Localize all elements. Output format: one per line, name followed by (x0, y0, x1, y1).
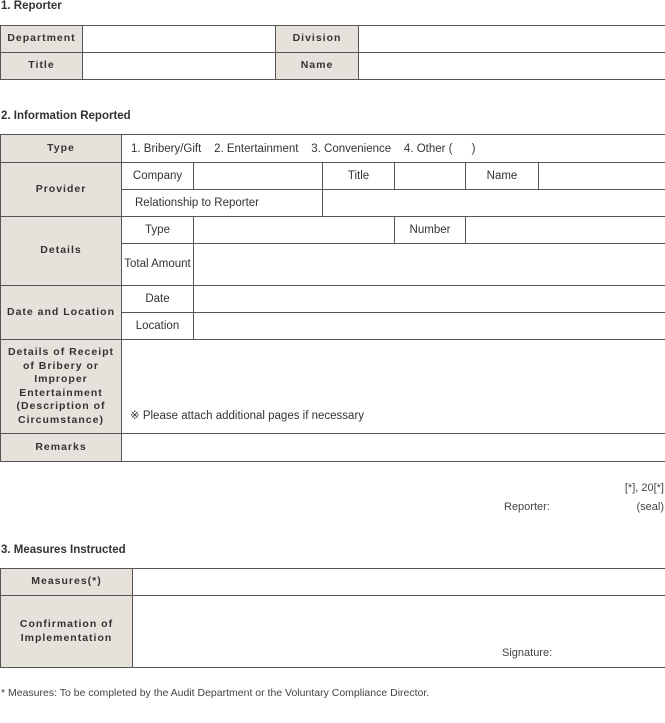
attach-note: ※ Please attach additional pages if necessary (130, 410, 365, 422)
name-field[interactable] (359, 53, 665, 80)
section-1-title: 1. Reporter (1, 0, 62, 12)
receipt-details-field[interactable] (122, 340, 665, 434)
date-label: Date (122, 286, 194, 313)
number-label: Number (395, 217, 466, 244)
receipt-details-label: Details of Receipt of Bribery or Improper Entertainment (Description of Circumstance) (1, 340, 122, 434)
footnote: * Measures: To be completed by the Audit Department or the Voluntary Compliance Director. (1, 687, 430, 699)
company-label: Company (122, 163, 194, 190)
relationship-label: Relationship to Reporter (122, 190, 323, 217)
type-label: Type (1, 135, 122, 163)
date-location-label: Date and Location (1, 286, 122, 340)
dateline: [*], 20[*] (624, 482, 664, 494)
signature-label: Signature: (502, 647, 553, 659)
remarks-field[interactable] (122, 434, 665, 462)
division-field[interactable] (359, 26, 665, 53)
details-type-label: Type (122, 217, 194, 244)
provider-title-label: Title (323, 163, 395, 190)
relationship-field[interactable] (323, 190, 665, 217)
seal-label: (seal) (636, 501, 664, 513)
measures-label: Measures(*) (1, 569, 133, 596)
date-field[interactable] (194, 286, 665, 313)
information-table (0, 134, 665, 462)
total-amount-label: Total Amount (122, 244, 194, 286)
department-label: Department (1, 26, 83, 53)
confirmation-field[interactable] (133, 596, 665, 668)
location-field[interactable] (194, 313, 665, 340)
measures-field[interactable] (133, 569, 665, 596)
remarks-label: Remarks (1, 434, 122, 462)
title-field[interactable] (83, 53, 276, 80)
section-3-title: 3. Measures Instructed (1, 544, 126, 556)
department-field[interactable] (83, 26, 276, 53)
provider-title-field[interactable] (395, 163, 466, 190)
details-label: Details (1, 217, 122, 286)
section-2-title: 2. Information Reported (1, 110, 131, 122)
number-field[interactable] (466, 217, 665, 244)
total-amount-field[interactable] (194, 244, 665, 286)
provider-name-field[interactable] (539, 163, 665, 190)
title-label: Title (1, 53, 83, 80)
name-label: Name (276, 53, 359, 80)
company-field[interactable] (194, 163, 323, 190)
confirmation-label: Confirmation of Implementation (1, 596, 133, 668)
type-options: 1. Bribery/Gift 2. Entertainment 3. Convenience 4. Other ( ) (122, 135, 665, 163)
location-label: Location (122, 313, 194, 340)
division-label: Division (276, 26, 359, 53)
provider-label: Provider (1, 163, 122, 217)
provider-name-label: Name (466, 163, 539, 190)
measures-table (0, 568, 665, 668)
reporter-signature-label: Reporter: (504, 501, 550, 513)
reporter-table (0, 25, 665, 80)
details-type-field[interactable] (194, 217, 395, 244)
